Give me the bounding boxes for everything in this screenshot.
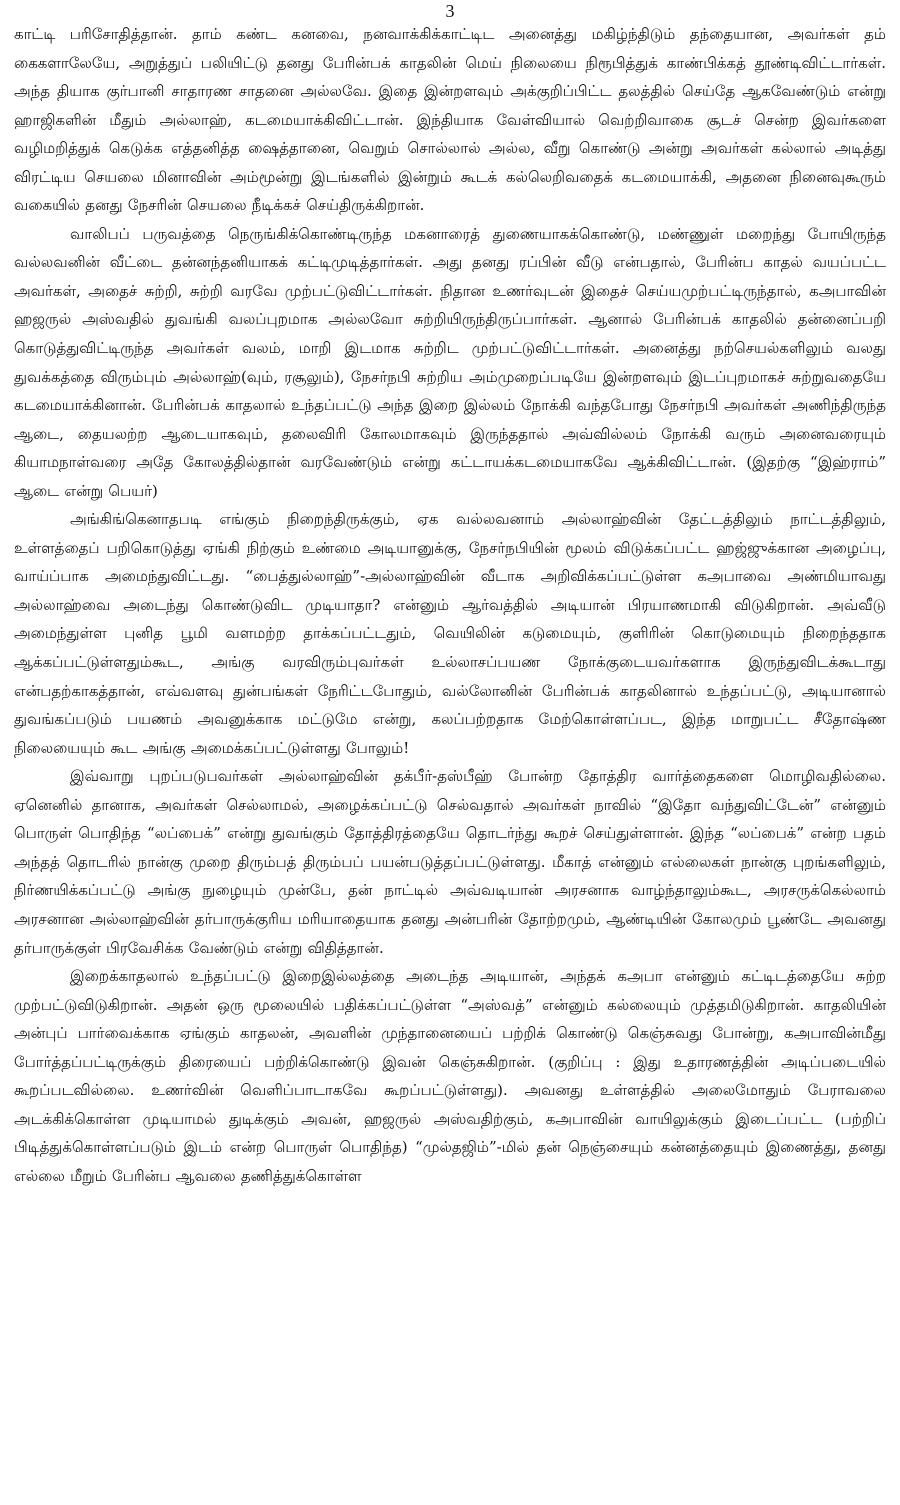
body-text [14, 20, 886, 1190]
page-number: 3 [445, 1, 455, 21]
paragraph-2: வாலிபப் பருவத்தை நெருங்கிக்கொண்டிருந்த மகனாரைத் துணையாகக்கொண்டு, மண்ணுள் மறைந்து போயிருந்த வல்லவனின் வீட்டை தன்னந்தனியாகக் கட்டிமுடித்தார்கள். அது தனது ரப்பின் வீடு என்பதால், பேரின்ப காதல் வயப்பட்ட அவர்கள், அதைச் சுற்றி, சுற்றி வரவே முற்பட்டுவிட்டார்கள். நிதான உணர்வுடன் இதைச் செய்யமுற்பட்டிருந்தால், கஅபாவின் ஹஜருல் அஸ்வதில் துவங்கி வலப்புறமாக அல்லவோ சுற்றியிருந்திருப்பார்கள். ஆனால் பேரின்பக் காதலில் தன்னைப்பறி கொடுத்துவிட்டிருந்த அவர்கள் வலம், மாறி இடமாக சுற்றிட முற்பட்டுவிட்டார்கள். அனைத்து நற்செயல்களிலும் வலது துவக்கத்தை விரும்பும் அல்லாஹ்(வும், ரசூலும்), நேசர்நபி சுற்றிய அம்முறைப்படியே இன்றளவும் இடப்புறமாகச் சுற்றுவதையே கடமையாக்கினான். பேரின்பக் காதலால் உந்தப்பட்டு அந்த இறை இல்லம் நோக்கி வந்தபோது நேசர்நபி அவர்கள் அணிந்திருந்த ஆடை, தையலற்ற ஆடையாகவும், தலைவிரி கோலமாகவும் இருந்ததால் அவ்வில்லம் நோக்கி வரும் அனைவரையும் கியாமநாள்வரை அதே கோலத்தில்தான் வரவேண்டும் என்று கட்டாயக்கடமையாகவே ஆக்கிவிட்டான். (இதற்கு “இஹ்ராம்” ஆடை என்று பெயர்) [14, 224, 886, 500]
paragraph-1: காட்டி பரிசோதித்தான். தாம் கண்ட கனவை, நனவாக்கிக்காட்டிட அனைத்து மகிழ்ந்திடும் தந்தையான, அவர்கள் தம் கைகளாலேயே, அறுத்துப் பலியிட்டு தனது பேரின்பக் காதலின் மெய் நிலையை நிரூபித்துக் காண்பிக்கத் தூண்டிவிட்டார்கள். அந்த தியாக குர்பானி சாதாரண சாதனை அல்லவே. இதை இன்றளவும் அக்குறிப்பிட்ட தலத்தில் செய்தே ஆகவேண்டும் என்று ஹாஜிகளின் மீதும் அல்லாஹ், கடமையாக்கிவிட்டான். இந்தியாக வேள்வியால் வெற்றிவாகை சூடச் சென்ற இவர்களை வழிமறித்துக் கெடுக்க எத்தனித்த ஷைத்தானை, வெறும் சொல்லால் அல்ல, வீறு கொண்டு அன்று அவர்கள் கல்லால் அடித்து விரட்டிய செயலை மினாவின் அம்மூன்று இடங்களில் இன்றும் கூடக் கல்லெறிவதைக் கடமையாக்கி, அதனை நினைவுகூரும் வகையில் தனது நேசரின் செயலை நீடிக்கச் செய்திருக்கிறான். [14, 25, 886, 215]
paragraph-5: இறைக்காதலால் உந்தப்பட்டு இறைஇல்லத்தை அடைந்த அடியான், அந்தக் கஅபா என்னும் கட்டிடத்தையே சுற்ற முற்பட்டுவிடுகிறான். அதன் ஒரு மூலையில் பதிக்கப்பட்டுள்ள “அஸ்வத்” என்னும் கல்லையும் முத்தமிடுகிறான். காதலியின் அன்புப் பார்வைக்காக ஏங்கும் காதலன், அவளின் முந்தானையைப் பற்றிக் கொண்டு கெஞ்சுவது போன்று, கஅபாவின்மீது போர்த்தப்பட்டிருக்கும் திரையைப் பற்றிக்கொண்டு இவன் கெஞ்சுகிறான். (குறிப்பு : இது உதாரணத்தின் அடிப்படையில் கூறப்படவில்லை. உணர்வின் வெளிப்பாடாகவே கூறப்பட்டுள்ளது). அவனது உள்ளத்தில் அலைமோதும் பேராவலை அடக்கிக்கொள்ள முடியாமல் துடிக்கும் அவன், ஹஜருல் அஸ்வதிற்கும், கஅபாவின் வாயிலுக்கும் இடைப்பட்ட (பற்றிப் பிடித்துக்கொள்ளப்படும் இடம் என்ற பொருள் பொதிந்த) “முல்தஜிம்”-மில் தன் நெஞ்சையும் கன்னத்தையும் இணைத்து, தனது எல்லை மீறும் பேரின்ப ஆவலை தணித்துக்கொள்ள [14, 967, 886, 1185]
paragraph-3: அங்கிங்கெனாதபடி எங்கும் நிறைந்திருக்கும், ஏக வல்லவனாம் அல்லாஹ்வின் தேட்டத்திலும் நாட்டத்திலும், உள்ளத்தைப் பறிகொடுத்து ஏங்கி நிற்கும் உண்மை அடியானுக்கு, நேசர்நபியின் மூலம் விடுக்கப்பட்ட ஹஜ்ஜுக்கான அழைப்பு, வாய்ப்பாக அமைந்துவிட்டது. “பைத்துல்லாஹ்”-அல்லாஹ்வின் வீடாக அறிவிக்கப்பட்டுள்ள கஅபாவை அண்மியாவது அல்லாஹ்வை அடைந்து கொண்டுவிட முடியாதா? என்னும் ஆர்வத்தில் அடியான் பிரயாணமாகி விடுகிறான். அவ்வீடு அமைந்துள்ள புனித பூமி வளமற்ற தாக்கப்பட்டதும், வெயிலின் கடுமையும், குளிரின் கொடுமையும் நிறைந்ததாக ஆக்கப்பட்டுள்ளதும்கூட, அங்கு வரவிரும்புவர்கள் உல்லாசப்பயண நோக்குடையவர்களாக இருந்துவிடக்கூடாது என்பதற்காகத்தான், எவ்வளவு துன்பங்கள் நேரிட்டபோதும், வல்லோனின் பேரின்பக் காதலினால் உந்தப்பட்டு, அடியானால் துவங்கப்படும் பயணம் அவனுக்காக மட்டுமே என்று, கலப்பற்றதாக மேற்கொள்ளப்பட, இந்த மாறுபட்ட சீதோஷ்ண நிலையையும் கூட அங்கு அமைக்கப்பட்டுள்ளது போலும்! [14, 510, 886, 757]
paragraph-4: இவ்வாறு புறப்படுபவர்கள் அல்லாஹ்வின் தக்பீர்-தஸ்பீஹ் போன்ற தோத்திர வார்த்தைகளை மொழிவதில்லை. ஏனெனில் தானாக, அவர்கள் செல்லாமல், அழைக்கப்பட்டு செல்வதால் அவர்கள் நாவில் “இதோ வந்துவிட்டேன்” என்னும் பொருள் பொதிந்த “லப்பைக்” என்று துவங்கும் தோத்திரத்தையே தொடர்ந்து கூறச் செய்துள்ளான். இந்த “லப்பைக்” என்ற பதம் அந்தத் தொடரில் நான்கு முறை திரும்பத் திரும்பப் பயன்படுத்தப்பட்டுள்ளது. மீகாத் என்னும் எல்லைகள் நான்கு புறங்களிலும், நிர்ணயிக்கப்பட்டு அங்கு நுழையும் முன்பே, தன் நாட்டில் அவ்வடியான் அரசனாக வாழ்ந்தாலும்கூட, அரசருக்கெல்லாம் அரசனான அல்லாஹ்வின் தர்பாருக்குரிய மரியாதையாக தனது அன்பரின் தோற்றமும், ஆண்டியின் கோலமும் பூண்டே அவனது தர்பாருக்குள் பிரவேசிக்க வேண்டும் என்று விதித்தான். [14, 767, 886, 957]
